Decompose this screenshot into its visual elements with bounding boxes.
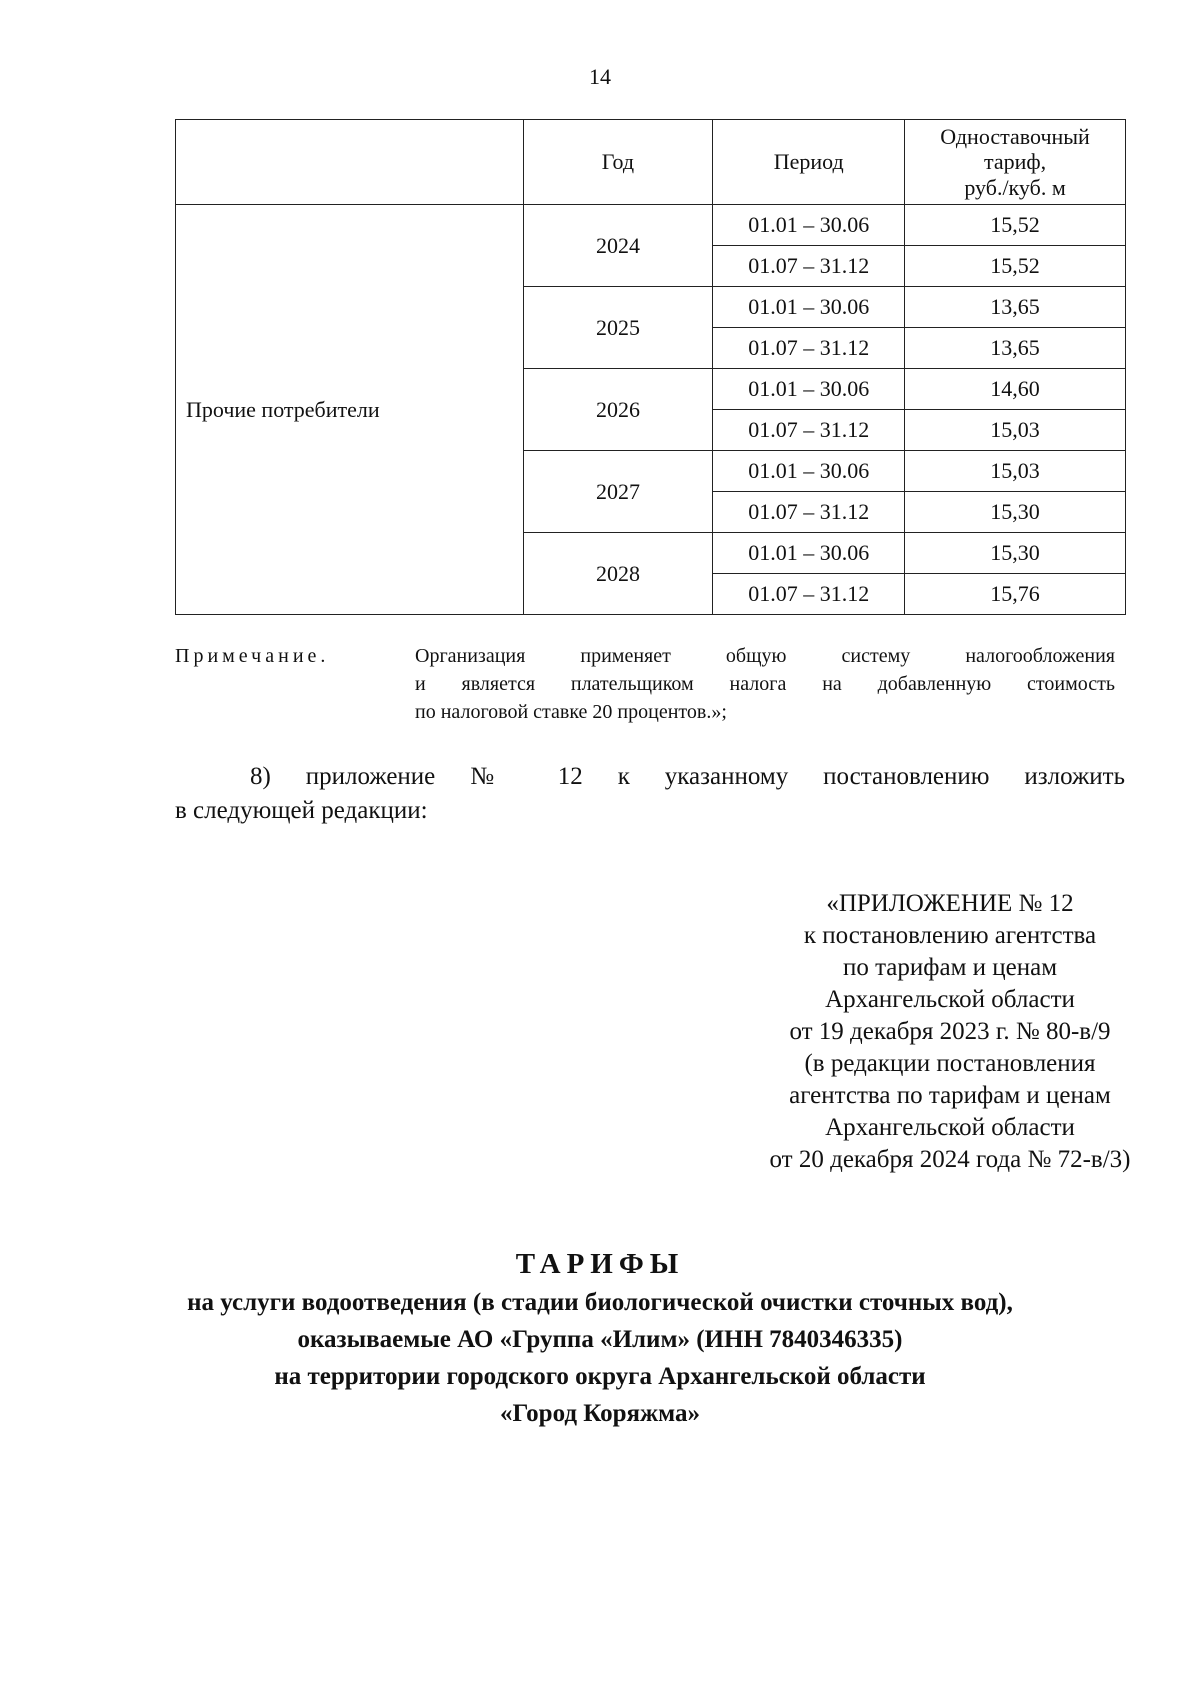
tariff-cell: 15,52 [905, 246, 1126, 287]
tariff-cell: 13,65 [905, 328, 1126, 369]
title-line: оказываемые АО «Группа «Илим» (ИНН 7840346335) [297, 1326, 903, 1353]
tariff-cell: 15,30 [905, 492, 1126, 533]
title-line: «Город Коряжма» [499, 1400, 701, 1427]
header-tariff-line: Одноставочный [940, 124, 1090, 150]
appendix-line: (в редакции постановления [804, 1050, 1096, 1077]
title-main: ТАРИФЫ [515, 1248, 685, 1280]
title-line: на услуги водоотведения (в стадии биологической очистки сточных вод), [187, 1289, 1013, 1316]
appendix-line: к постановлению агентства [803, 922, 1097, 949]
item-8-line: 8) приложение № 12 к указанному постановлению изложить [250, 763, 1125, 790]
period-cell: 01.07 – 31.12 [713, 410, 905, 451]
period-cell: 01.07 – 31.12 [713, 328, 905, 369]
tariff-cell: 14,60 [905, 369, 1126, 410]
page-number: 14 [589, 64, 611, 89]
period-cell: 01.07 – 31.12 [713, 492, 905, 533]
period-cell: 01.07 – 31.12 [713, 246, 905, 287]
period-cell: 01.01 – 30.06 [713, 205, 905, 246]
tariff-cell: 15,52 [905, 205, 1126, 246]
year-cell: 2026 [523, 369, 713, 451]
note-line: Организация применяет общую систему налогообложения [415, 645, 1115, 667]
tariff-cell: 15,03 [905, 451, 1126, 492]
tariff-cell: 15,03 [905, 410, 1126, 451]
year-cell: 2027 [523, 451, 713, 533]
tariff-cell: 15,30 [905, 533, 1126, 574]
appendix-line: «ПРИЛОЖЕНИЕ № 12 [826, 890, 1074, 917]
header-consumer [176, 120, 524, 205]
tariff-table [175, 119, 1126, 615]
appendix-line: от 19 декабря 2023 г. № 80-в/9 [789, 1018, 1111, 1045]
table-header-row [176, 120, 1126, 205]
period-cell: 01.07 – 31.12 [713, 574, 905, 615]
table-row [176, 205, 1126, 246]
appendix-line: по тарифам и ценам [842, 954, 1058, 981]
appendix-line: Архангельской области [825, 986, 1075, 1013]
period-cell: 01.01 – 30.06 [713, 287, 905, 328]
consumer-cell: Прочие потребители [176, 205, 524, 615]
note-label: Примечание. [175, 645, 330, 667]
tariff-cell: 13,65 [905, 287, 1126, 328]
appendix-line: от 20 декабря 2024 года № 72-в/3) [769, 1146, 1131, 1173]
appendix-line: Архангельской области [825, 1114, 1075, 1141]
appendix-line: агентства по тарифам и ценам [789, 1082, 1111, 1109]
title-line: на территории городского округа Архангельской области [274, 1363, 926, 1390]
appendix-heading [690, 888, 1200, 1176]
period-cell: 01.01 – 30.06 [713, 451, 905, 492]
document-title [0, 1244, 1200, 1432]
note-text [415, 642, 1115, 726]
tariff-cell: 15,76 [905, 574, 1126, 615]
period-cell: 01.01 – 30.06 [713, 369, 905, 410]
header-tariff-line: тариф, [983, 149, 1047, 175]
year-cell: 2025 [523, 287, 713, 369]
header-tariff [905, 120, 1126, 205]
year-cell: 2028 [523, 533, 713, 615]
period-cell: 01.01 – 30.06 [713, 533, 905, 574]
header-year: Год [523, 120, 713, 205]
note-line: по налоговой ставке 20 процентов.»; [415, 701, 727, 723]
item-8-line: в следующей редакции: [175, 797, 428, 824]
header-tariff-line: руб./куб. м [964, 174, 1066, 200]
item-8-paragraph [175, 760, 1125, 828]
header-period: Период [713, 120, 905, 205]
note-line: и является плательщиком налога на добавленную стоимость [415, 673, 1115, 695]
year-cell: 2024 [523, 205, 713, 287]
